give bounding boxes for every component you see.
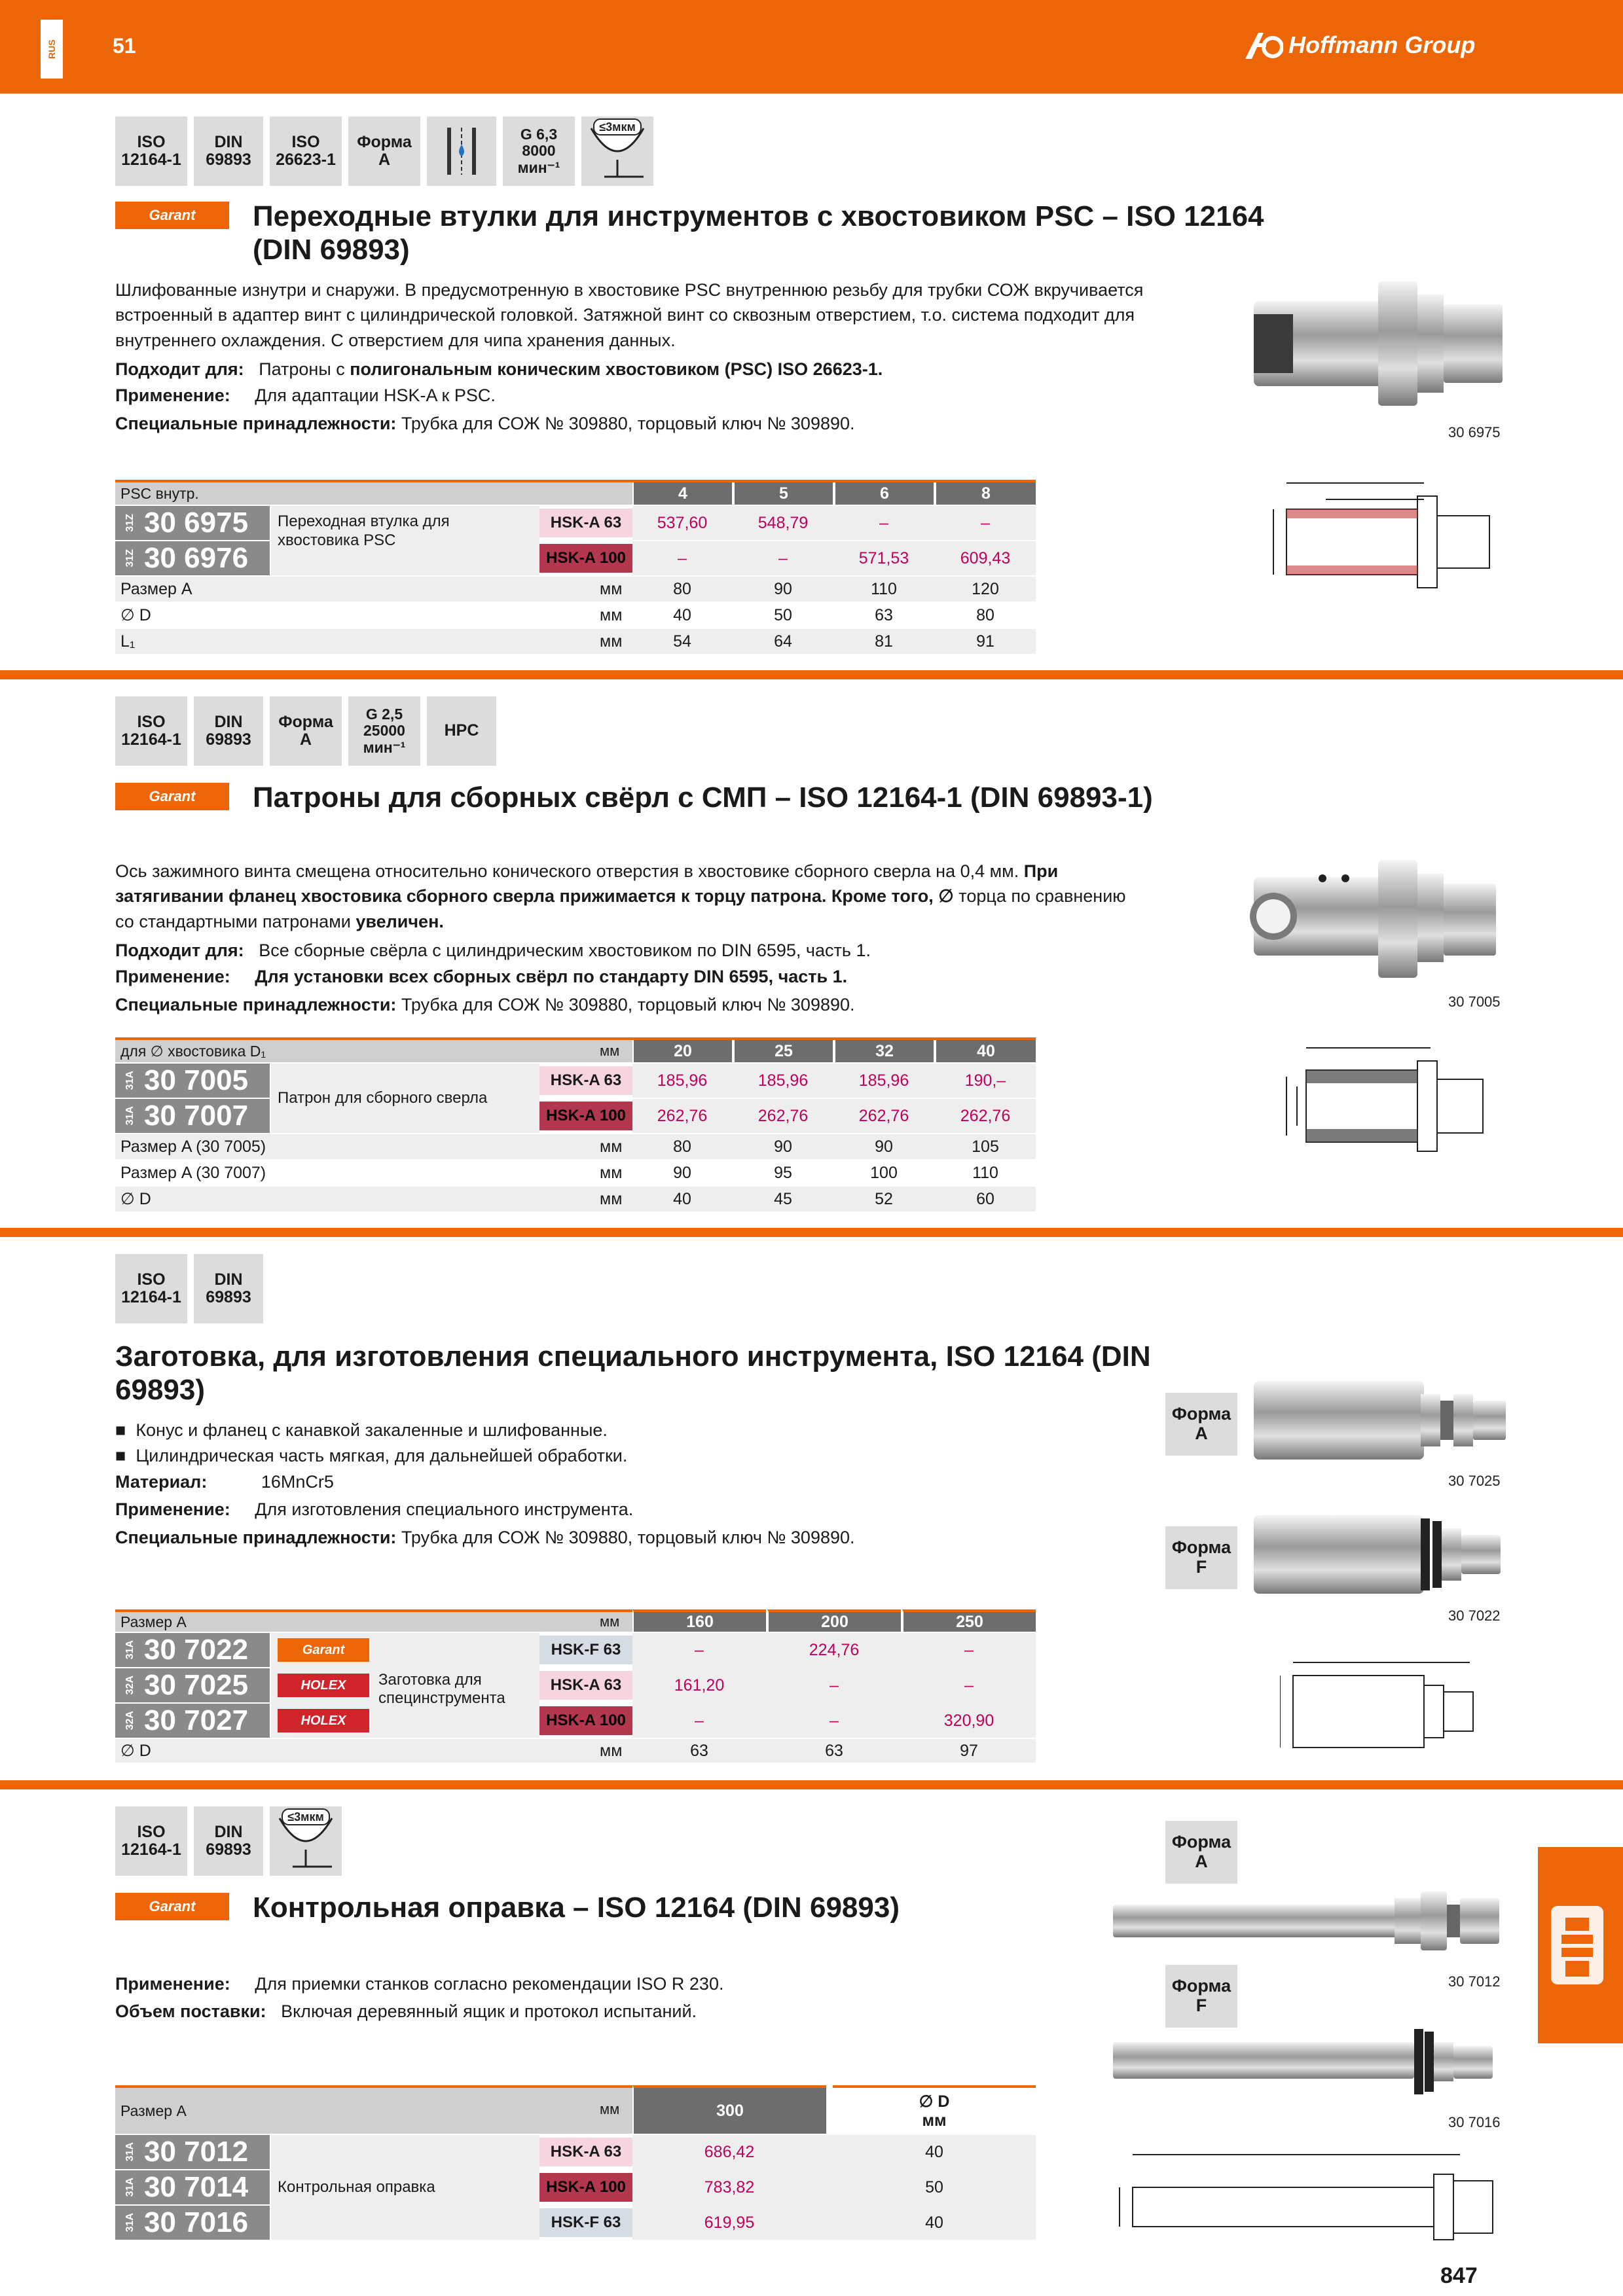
- form-a-label: Форма A: [1165, 1393, 1237, 1456]
- spec-din69893: DIN 69893: [194, 1806, 263, 1876]
- value: 105: [972, 1137, 999, 1156]
- diameter-value: 50: [925, 2178, 943, 2197]
- diameter-value: 40: [925, 2142, 943, 2161]
- unit: мм: [600, 1189, 623, 1208]
- image-code: 30 7005: [1448, 994, 1501, 1010]
- form-a-label: Форма A: [1165, 1821, 1237, 1884]
- price: –: [695, 1711, 704, 1730]
- d-column-header: ∅ D мм: [833, 2085, 1036, 2134]
- accessories-line: Специальные принадлежности: Трубка для СОЖ № 309880, торцовый ключ № 309890.: [115, 995, 855, 1014]
- runout-icon: [585, 117, 650, 182]
- price: 161,20: [674, 1676, 725, 1695]
- test-arbor-drawing: [1113, 2142, 1512, 2259]
- price: –: [879, 513, 888, 532]
- price: 619,95: [704, 2213, 755, 2232]
- section-divider: [0, 670, 1623, 679]
- price: 320,90: [943, 1711, 994, 1730]
- article-number[interactable]: 32A 30 7027: [115, 1704, 270, 1738]
- spec-din69893: DIN 69893: [194, 1254, 263, 1323]
- unit: мм: [600, 1043, 620, 1059]
- garant-logo: Garant: [278, 1638, 369, 1662]
- image-code: 30 7016: [1448, 2114, 1501, 2130]
- article-number[interactable]: 31A 30 7022: [115, 1633, 270, 1667]
- value: 91: [976, 632, 994, 651]
- hoffmann-logo-icon: [1244, 30, 1283, 60]
- price: 262,76: [757, 1106, 809, 1125]
- application-line: Применение: Для адаптации HSK-A к PSC.: [115, 386, 496, 405]
- spec-din69893: DIN 69893: [194, 117, 263, 186]
- value: 80: [673, 1137, 691, 1156]
- value: 80: [673, 579, 691, 598]
- value: 110: [871, 579, 897, 598]
- garant-logo: Garant: [115, 1893, 229, 1920]
- spec-iso12164: ISO 12164-1: [115, 117, 187, 186]
- shank-type: HSK-A 100: [539, 2173, 632, 2202]
- row-label: ∅ D: [120, 1190, 151, 1208]
- item-description: Контрольная оправка: [271, 2135, 539, 2240]
- value: 100: [870, 1163, 898, 1182]
- row-label: Размер A (30 7007): [120, 1163, 266, 1182]
- price: 224,76: [809, 1640, 860, 1659]
- price: 262,76: [858, 1106, 909, 1125]
- runout-label: ≤3мкм: [599, 120, 636, 134]
- col-header: 4: [632, 482, 732, 505]
- spec-balance: G 6,3 8000 мин⁻¹: [503, 117, 575, 186]
- article-number[interactable]: 31A 30 7016: [115, 2206, 270, 2240]
- value: 90: [673, 1163, 691, 1182]
- col-header: 200: [767, 1609, 901, 1632]
- row-label: Размер A (30 7005): [120, 1137, 266, 1156]
- shank-type: HSK-A 63: [539, 1671, 632, 1700]
- col-header: 6: [834, 482, 934, 505]
- price: –: [678, 548, 687, 567]
- price: –: [964, 1640, 974, 1659]
- table-head-label: Размер A: [115, 2085, 632, 2134]
- price: 190,–: [964, 1071, 1006, 1090]
- form-f-label: Форма F: [1165, 1526, 1237, 1589]
- runout-label: ≤3мкм: [287, 1810, 324, 1823]
- value: 95: [774, 1163, 792, 1182]
- price: 185,96: [757, 1071, 809, 1090]
- fits-line: Подходит для: Патроны с полигональным коническим хвостовиком (PSC) ISO 26623-1.: [115, 359, 883, 379]
- section-title: Заготовка, для изготовления специального инструмента, ISO 12164 (DIN 69893): [115, 1340, 1151, 1406]
- drill-chuck-image: [1247, 851, 1522, 988]
- psc-adapter-image: [1247, 275, 1522, 419]
- runout-box: [581, 117, 653, 186]
- price: 686,42: [704, 2142, 755, 2161]
- shank-type: HSK-A 100: [539, 544, 632, 573]
- price: –: [981, 513, 990, 532]
- diameter-value: 40: [925, 2213, 943, 2232]
- form-f-label: Форма F: [1165, 1965, 1237, 2028]
- price: 537,60: [657, 513, 708, 532]
- col-header: 160: [632, 1609, 766, 1632]
- spec-iso12164: ISO 12164-1: [115, 1254, 187, 1323]
- shank-type: HSK-A 63: [539, 509, 632, 537]
- table-head-label: PSC внутр.: [115, 482, 632, 505]
- psc-table: [115, 480, 1036, 655]
- col-header: 300: [632, 2085, 826, 2134]
- article-number[interactable]: 32A 30 7025: [115, 1668, 270, 1702]
- test-arbor-form-a-image: [1106, 1885, 1512, 1957]
- col-header: 5: [733, 482, 833, 505]
- value: 90: [774, 1137, 792, 1156]
- unit: мм: [600, 1741, 623, 1760]
- accessories-line: Специальные принадлежности: Трубка для СОЖ № 309880, торцовый ключ № 309890.: [115, 1528, 855, 1547]
- price: 185,96: [657, 1071, 708, 1090]
- price: –: [964, 1676, 974, 1695]
- coolant-icon: [427, 117, 496, 186]
- section-title: Контрольная оправка – ISO 12164 (DIN 69893): [253, 1892, 900, 1924]
- value: 80: [976, 605, 994, 624]
- col-header: 250: [902, 1609, 1036, 1632]
- test-arbor-form-f-image: [1106, 2022, 1512, 2101]
- article-number[interactable]: 31Z 30 6975: [115, 506, 270, 540]
- value: 40: [673, 605, 691, 624]
- spec-balance: G 2,5 25000 мин⁻¹: [348, 696, 420, 766]
- image-code: 30 7012: [1448, 1973, 1501, 1990]
- price: –: [830, 1676, 839, 1695]
- page-number: 51: [113, 34, 136, 58]
- application-line: Применение: Для приемки станков согласно рекомендации ISO R 230.: [115, 1974, 724, 1994]
- value: 81: [875, 632, 893, 651]
- unit: мм: [600, 1613, 620, 1630]
- holex-logo: HOLEX: [278, 1709, 369, 1732]
- section-title: Переходные втулки для инструментов с хвостовиком PSC – ISO 12164 (DIN 69893): [253, 200, 1264, 266]
- item-description: Патрон для сборного сверла: [271, 1064, 539, 1133]
- col-header: 32: [834, 1040, 934, 1062]
- shank-type: HSK-A 63: [539, 2138, 632, 2166]
- section-divider: [0, 1780, 1623, 1789]
- price: –: [695, 1640, 704, 1659]
- col-header: 25: [733, 1040, 833, 1062]
- price: 262,76: [960, 1106, 1011, 1125]
- value: 63: [690, 1741, 708, 1760]
- tool-holder-icon: [1538, 1847, 1623, 2043]
- price: 185,96: [858, 1071, 909, 1090]
- spec-hpc: HPC: [427, 696, 496, 766]
- drill-chuck-drawing: [1260, 1037, 1509, 1175]
- article-number[interactable]: 31Z 30 6976: [115, 541, 270, 575]
- row-label: ∅ D: [120, 606, 151, 624]
- brand-logo: [1244, 30, 1475, 60]
- holex-logo: HOLEX: [278, 1674, 369, 1697]
- accessories-line: Специальные принадлежности: Трубка для СОЖ № 309880, торцовый ключ № 309890.: [115, 414, 855, 433]
- value: 45: [774, 1189, 792, 1208]
- chapter-tab[interactable]: [1538, 1847, 1623, 2043]
- row-label: ∅ D: [120, 1742, 151, 1760]
- value: 64: [774, 632, 792, 651]
- description: Шлифованные изнутри и снаружи. В предусмотренную в хвостовике PSC внутреннюю резьбу для трубки СОЖ вкручивается встроенный в адаптер винт с цилиндрической головкой. Затяжной винт со сквозным отверстием, т.о. система подходит для внутреннего охлаждения. С отверстием для чипа хранения данных.: [115, 280, 1144, 350]
- col-header: 40: [935, 1040, 1036, 1062]
- brand-name: Hoffmann Group: [1288, 31, 1476, 58]
- shank-type: HSK-F 63: [539, 1636, 632, 1664]
- spec-form-a: Форма A: [270, 696, 342, 766]
- shank-type: HSK-A 100: [539, 1102, 632, 1130]
- test-arbor-table: [115, 2083, 1036, 2246]
- blank-form-a-image: [1247, 1374, 1516, 1466]
- application-line: Применение: Для установки всех сборных свёрл по стандарту DIN 6595, часть 1.: [115, 967, 848, 986]
- supply-line: Объем поставки: Включая деревянный ящик и протокол испытаний.: [115, 2001, 697, 2021]
- unit: мм: [600, 579, 623, 598]
- runout-box: [270, 1806, 342, 1876]
- price: –: [778, 548, 788, 567]
- unit: мм: [600, 1163, 623, 1182]
- shank-type: HSK-A 63: [539, 1066, 632, 1095]
- unit: мм: [600, 632, 623, 651]
- table-head-label: для ∅ хвостовика D₁: [115, 1040, 632, 1062]
- value: 63: [825, 1741, 843, 1760]
- value: 50: [774, 605, 792, 624]
- language-tag: RUS: [41, 20, 63, 79]
- material-line: Материал: 16MnCr5: [115, 1472, 334, 1492]
- value: 97: [960, 1741, 978, 1760]
- price: –: [830, 1711, 839, 1730]
- psc-adapter-drawing: [1260, 470, 1509, 607]
- value: 110: [972, 1163, 998, 1182]
- shank-type: HSK-A 100: [539, 1706, 632, 1735]
- description: Ось зажимного винта смещена относительно конического отверстия в хвостовике сборного сверла на 0,4 мм. При затягивании фланец хвостовика сборного сверла прижимается к торцу патрона. Кроме того, ∅ торца по сравнению со стандартными патронами увеличен.: [115, 861, 1126, 931]
- blank-form-f-image: [1247, 1505, 1516, 1604]
- section-title: Патроны для сборных свёрл с СМП – ISO 12164-1 (DIN 69893-1): [253, 781, 1153, 814]
- spec-form-a: Форма A: [348, 117, 420, 186]
- article-number[interactable]: 31A 30 7005: [115, 1064, 270, 1098]
- spec-din69893: DIN 69893: [194, 696, 263, 766]
- image-code: 30 7022: [1448, 1607, 1501, 1624]
- drill-chuck-table: [115, 1037, 1036, 1213]
- row-label: L₁: [120, 632, 136, 651]
- value: 52: [875, 1189, 893, 1208]
- price: 571,53: [858, 548, 909, 567]
- col-header: 8: [935, 482, 1036, 505]
- price: 262,76: [657, 1106, 708, 1125]
- value: 63: [875, 605, 893, 624]
- price: 783,82: [704, 2178, 755, 2197]
- item-description: Заготовка для специнструмента: [378, 1671, 505, 1707]
- application-line: Применение: Для изготовления специального инструмента.: [115, 1499, 634, 1519]
- value: 120: [972, 579, 999, 598]
- price: 548,79: [757, 513, 809, 532]
- runout-icon: [273, 1806, 338, 1872]
- item-description: Переходная втулка для хвостовика PSC: [271, 506, 539, 575]
- section-divider: [0, 1228, 1623, 1237]
- unit: мм: [600, 2101, 620, 2117]
- row-label: Размер A: [120, 579, 192, 598]
- article-number[interactable]: 31A 30 7007: [115, 1099, 270, 1133]
- spec-iso12164: ISO 12164-1: [115, 696, 187, 766]
- value: 90: [875, 1137, 893, 1156]
- table-head-label: Размер A: [115, 1609, 632, 1632]
- col-header: 20: [632, 1040, 732, 1062]
- page-number-footer: 847: [1440, 2263, 1478, 2288]
- blank-table: [115, 1607, 1036, 1764]
- garant-logo: Garant: [115, 202, 229, 229]
- value: 90: [774, 579, 792, 598]
- fits-line: Подходит для: Все сборные свёрла с цилиндрическим хвостовиком по DIN 6595, часть 1.: [115, 941, 871, 960]
- image-code: 30 6975: [1448, 424, 1501, 440]
- unit: мм: [600, 605, 623, 624]
- value: 54: [673, 632, 691, 651]
- unit: мм: [600, 1137, 623, 1156]
- article-number[interactable]: 31A 30 7014: [115, 2170, 270, 2204]
- bullet-item: ■ Конус и фланец с канавкой закаленные и шлифованные.: [115, 1420, 608, 1440]
- garant-logo: Garant: [115, 783, 229, 810]
- spec-iso26623: ISO 26623-1: [270, 117, 342, 186]
- price: 609,43: [960, 548, 1011, 567]
- blank-drawing: [1280, 1656, 1509, 1754]
- article-number[interactable]: 31A 30 7012: [115, 2135, 270, 2169]
- shank-type: HSK-F 63: [539, 2208, 632, 2237]
- image-code: 30 7025: [1448, 1473, 1501, 1489]
- spec-iso12164: ISO 12164-1: [115, 1806, 187, 1876]
- value: 40: [673, 1189, 691, 1208]
- value: 60: [976, 1189, 994, 1208]
- bullet-item: ■ Цилиндрическая часть мягкая, для дальнейшей обработки.: [115, 1446, 628, 1465]
